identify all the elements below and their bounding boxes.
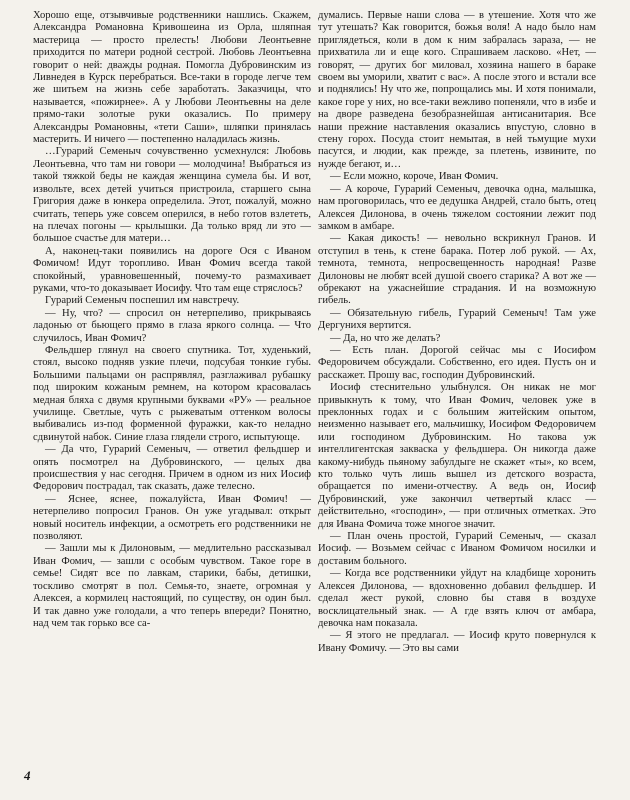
- paragraph: — Яснее, яснее, пожалуйста, Иван Фомич! — нетерпеливо попросил Гранов. Он уже угадывал: открыт новый носитель инфекции, а осмотреть его родственники не позволяют.: [33, 493, 311, 543]
- paragraph: — Есть план. Дорогой сейчас мы с Иосифом Федоровичем обсуждали. Собственно, его идея. Пусть он и расскажет. Прошу вас, господин Дубровинский.: [318, 344, 596, 381]
- right-column: [318, 10, 596, 655]
- paragraph: — Когда все родственники уйдут на кладбище хоронить Алексея Дилонова, — вдохновенно добавил фельдшер. И сделал жест рукой, словно бы ставя в воздухе восклицательный знак. — А где взять ключ от амбара, девочка нам показала.: [318, 568, 596, 629]
- paragraph: — Обязательную гибель, Гурарий Семеныч! Там уже Дергунихя вертится.: [318, 307, 596, 332]
- page-number: 4: [24, 768, 31, 783]
- paragraph: …Гурарий Семеныч сочувственно усмехнулся: Любовь Леонтьевна, что там ни говори — молодчина! Выбраться из такой тяжкой беды не каждая женщина сумела бы. И вот, извольте, всех детей учиться пристроила, старшего сына Григория даже в юнкера определила. Этот, пожалуй, можно считать, теперь уже совсем оперился, в небо готов взлететь, на плечах погоны — крылышки. Да только вряд ли это — большое счастье для матери…: [33, 146, 311, 245]
- paragraph: Хорошо еще, отзывчивые родственники нашлись. Скажем, Александра Романовна Кривошеина из Орла, шляпная мастерица — просто прелесть! Любови Леонтьевне приходится по матери родной сестрой. Любовь Леонтьевна говорит о ней: дважды родная. Помогла Дубровинским из Ливнедея в Курск перебраться. Все-таки в городе легче тем же шитьем на жизнь себе заработать. Заказчицы, что называется, «пожирнее». А у Любови Леонтьевны на деле прямо-таки золотые руки оказались. По примеру Александры Романовны, «тети Саши», шляпки принялась мастерить. И ничего — постепенно наладилась жизнь.: [33, 10, 311, 146]
- paragraph: — Зашли мы к Дилоновым, — медлительно рассказывал Иван Фомич, — зашли с особым чувством. Такое горе в семье! Сидят все по лавкам, старики, бабы, детишки, тоскливо смотрят в пол. Семья-то, знаете, огромная у Алексея, а кормилец настоящий, по существу, он один был. И так давно уже голодали, а что теперь впереди? Понятно, над чем так горько все са-: [33, 543, 311, 629]
- paragraph: думались. Первые наши слова — в утешение. Хотя что же тут утешать? Как говорится, божья воля! А надо было нам приглядеться, коли в дом к ним забралась зараза, — не прихватила ли и еще кого. Спрашиваем ласково. «Нет, — говорят, — других бог миловал, хозяина нашего в бараке своем вы уморили, хватит с вас». А после этого и встали все и поднялись! Ну что же, попрощались мы. И хотя понимали, какое горе у них, но все-таки вежливо попеняли, что в избе и на дворе разведена безобразнейшая антисанитария. Все наши прежние наставления оказались впустую, словно в стену горох. Посуда стоит немытая, в ней тьмущие мухи пасутся, и людии, как прежде, за плетень, извините, по нужде бегают, и…: [318, 10, 596, 170]
- paragraph: Гурарий Семеныч поспешил им навстречу.: [45, 295, 240, 307]
- paragraph: — Какая дикость! — невольно вскрикнул Гранов. И отступил в тень, к стене барака. Потер лоб рукой. — Ах, темнота, темнота, непросвещенность народная! Разве Дилоновы не любят всей душой своего старика? А вот же — обрекают на ужаснейшие страдания. И на возможную гибель.: [318, 233, 596, 307]
- paragraph: Иосиф стеснительно улыбнулся. Он никак не мог привыкнуть к тому, что Иван Фомич, человек уже в преклонных годах и с большим житейским опытом, неизменно называет его, мальчишку, Иосифом Федоровичем или господином Дубровинским. Но такова уж интеллигентская закваска у фельдшера. Он никогда даже какому-нибудь пьяному забулдыге не скажет «ты», ко всем, кто только чуть лишь вышел из детского возраста, обращается по имени-отчеству. А ведь он, Иосиф Дубровинский, уже закончил четвертый класс — действительно, «господин», — при отличных отметках. Это для Ивана Фомича тоже многое значит.: [318, 382, 596, 530]
- paragraph: — Я этого не предлагал. — Иосиф круто повернулся к Ивану Фомичу. — Это вы сами: [318, 630, 596, 654]
- paragraph: — Ну, что? — спросил он нетерпеливо, прикрываясь ладонью от бьющего прямо в глаза яркого солнца. — Что случилось, Иван Фомич?: [33, 307, 311, 344]
- paragraph: — Да что, Гурарий Семеныч, — ответил фельдшер и опять посмотрел на Дубровинского, — целых два происшествия у нас сегодня. Причем в одном из них Иосиф Федорович пострадал, так сказать, даже телесно.: [33, 444, 311, 493]
- paragraph: — План очень простой, Гурарий Семеныч, — сказал Иосиф. — Возьмем сейчас с Иваном Фомичом носилки и доставим больного.: [318, 531, 596, 567]
- paragraph: Фельдшер глянул на своего спутника. Тот, худенький, стоял, высоко подняв узкие плечи, подсубая тонкие губы. Большими пальцами он распрявлял, разглаживал рубашку под широким кожаным ремнем, на котором красовалась медная бляха с двумя крупными буквами «РУ» — реальное училище. Светлые, чуть с рыжеватым оттенком волосы выбивались из-под форменной фуражки, как-то неладно сдвинутой набок. Синие глаза глядели строго, испытующе.: [33, 344, 311, 443]
- paragraph: — Если можно, короче, Иван Фомич.: [330, 171, 499, 183]
- paragraph: — А короче, Гурарий Семеныч, девочка одна, малышка, нам проговорилась, что ее дедушка Андрей, стало быть, отец Алексея Дилонова, в очень тяжелом состоянии лежит под замком в амбаре.: [318, 183, 596, 232]
- left-column: [33, 10, 311, 630]
- paragraph: А, наконец-таки появились на дороге Ося с Иваном Фомичом! Идут торопливо. Иван Фомич всегда такой спокойный, уравновешенный, почему-то размахивает руками, что-то доказывает Иосифу. Что там еще стряслось?: [33, 245, 311, 294]
- paragraph: — Да, но что же делать?: [330, 332, 441, 344]
